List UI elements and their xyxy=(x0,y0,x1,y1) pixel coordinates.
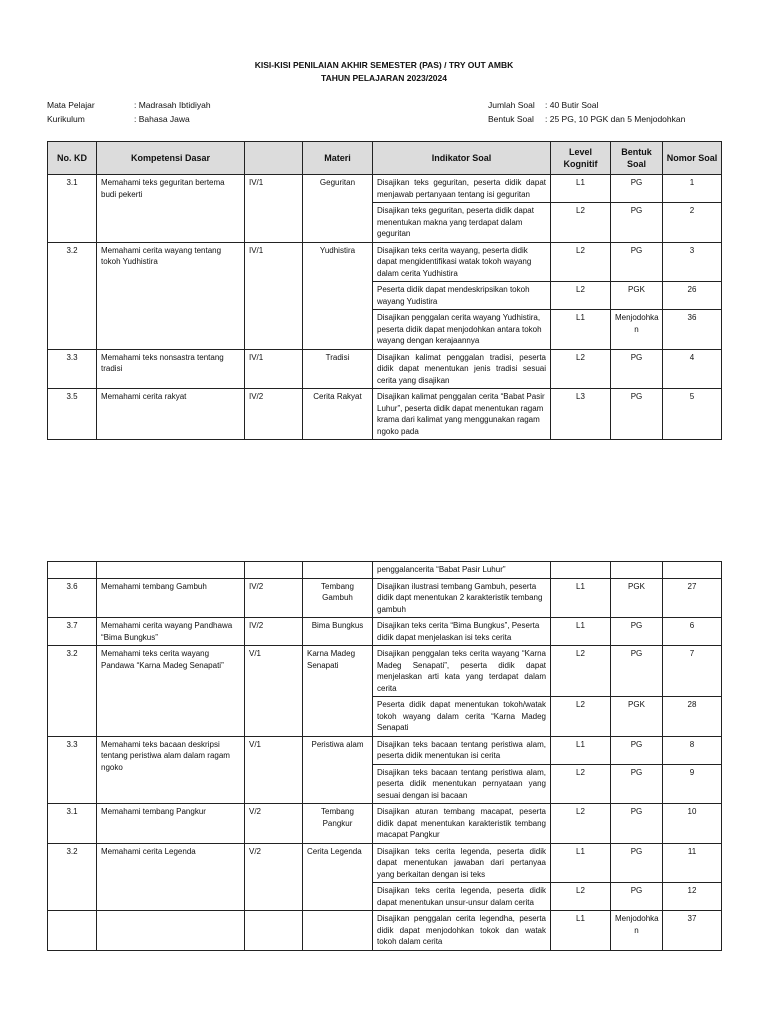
materi-cell: Peristiwa alam xyxy=(303,736,373,804)
kompetensi-cell: Memahami cerita wayang Pandhawa “Bima Bungkus” xyxy=(97,618,245,646)
table-row xyxy=(48,175,722,203)
nomor-cell: 7 xyxy=(663,646,722,697)
table-row xyxy=(48,618,722,646)
kd-cell: 3.3 xyxy=(48,736,97,804)
level-cell: L2 xyxy=(551,804,611,844)
indikator-cell: Disajikan penggalan teks cerita wayang “Karna Madeg Senapati”, peserta didik dapat menjelaskan arti kata yang terdapat dalam cerita xyxy=(373,646,551,697)
level-cell: L1 xyxy=(551,911,611,951)
kelas-cell: V/1 xyxy=(245,736,303,804)
kd-cell xyxy=(48,911,97,951)
table-row xyxy=(48,389,722,440)
table-row xyxy=(48,843,722,883)
nomor-cell: 28 xyxy=(663,697,722,737)
kd-cell: 3.1 xyxy=(48,804,97,844)
kompetensi-cell xyxy=(97,562,245,579)
bentuk-cell: PG xyxy=(611,764,663,804)
table-row xyxy=(48,242,722,282)
header-kompetensi-dasar: Kompetensi Dasar xyxy=(97,142,245,175)
indikator-cell: Disajikan penggalan cerita wayang Yudhistira, peserta didik dapat menjodohkan antara tokoh wayang dengan kerajaannya xyxy=(373,310,551,350)
kelas-cell: IV/2 xyxy=(245,578,303,618)
bentuk-cell: PG xyxy=(611,804,663,844)
indikator-cell: Disajikan teks bacaan tentang peristiwa alam, peserta didik menentukan pernyataan yang sesuai dengan isi bacaan xyxy=(373,764,551,804)
nomor-cell: 3 xyxy=(663,242,722,282)
level-cell: L3 xyxy=(551,389,611,440)
kd-cell: 3.6 xyxy=(48,578,97,618)
kelas-cell: IV/2 xyxy=(245,618,303,646)
materi-cell: Karna Madeg Senapati xyxy=(303,646,373,737)
kd-cell: 3.7 xyxy=(48,618,97,646)
indikator-cell: Disajikan teks geguritan, peserta didik dapat menjawab pertanyaan tentang isi geguritan xyxy=(373,175,551,203)
table-row xyxy=(48,578,722,618)
indikator-cell: Disajikan kalimat penggalan tradisi, peserta didik dapat menentukan jenis tradisi sesuai cerita yang disajikan xyxy=(373,349,551,389)
level-cell: L2 xyxy=(551,764,611,804)
table-row xyxy=(48,736,722,764)
bentuk-cell xyxy=(611,562,663,579)
kd-cell: 3.1 xyxy=(48,175,97,243)
kd-cell: 3.5 xyxy=(48,389,97,440)
nomor-cell: 5 xyxy=(663,389,722,440)
kompetensi-cell: Memahami cerita rakyat xyxy=(97,389,245,440)
nomor-cell: 2 xyxy=(663,203,722,243)
kd-cell: 3.3 xyxy=(48,349,97,389)
jumlah-soal-label: Jumlah Soal xyxy=(488,100,535,110)
header-no-kd: No. KD xyxy=(48,142,97,175)
indikator-cell: Disajikan teks geguritan, peserta didik dapat menentukan makna yang terdapat dalam geguritan xyxy=(373,203,551,243)
kd-cell: 3.2 xyxy=(48,242,97,349)
level-cell: L2 xyxy=(551,242,611,282)
kurikulum-value: : Bahasa Jawa xyxy=(134,114,190,124)
materi-cell: Cerita Legenda xyxy=(303,843,373,911)
materi-cell: Tembang Gambuh xyxy=(303,578,373,618)
indikator-cell: Disajikan teks cerita wayang, peserta didik dapat mengidentifikasi watak tokoh wayang dalam cerita Yudhistira xyxy=(373,242,551,282)
bentuk-cell: PG xyxy=(611,175,663,203)
nomor-cell: 26 xyxy=(663,282,722,310)
bentuk-cell: PGK xyxy=(611,282,663,310)
level-cell: L2 xyxy=(551,697,611,737)
kisi-kisi-table-page1 xyxy=(47,141,722,440)
kelas-cell: IV/2 xyxy=(245,389,303,440)
indikator-cell: Disajikan teks cerita “Bima Bungkus”, Peserta didik dapat menjelaskan isi teks cerita xyxy=(373,618,551,646)
materi-cell: Bima Bungkus xyxy=(303,618,373,646)
document-subtitle: TAHUN PELAJARAN 2023/2024 xyxy=(321,73,447,83)
kelas-cell xyxy=(245,911,303,951)
bentuk-cell: PGK xyxy=(611,578,663,618)
kelas-cell xyxy=(245,562,303,579)
kompetensi-cell xyxy=(97,911,245,951)
header-blank xyxy=(245,142,303,175)
indikator-cell: Disajikan kalimat penggalan cerita “Babat Pasir Luhur”, peserta didik dapat menentukan ragam krama dari kalimat yang menggunakan ragam ngoko pada xyxy=(373,389,551,440)
kompetensi-cell: Memahami tembang Pangkur xyxy=(97,804,245,844)
level-cell: L2 xyxy=(551,282,611,310)
level-cell: L1 xyxy=(551,736,611,764)
level-cell: L1 xyxy=(551,618,611,646)
level-cell: L1 xyxy=(551,843,611,883)
level-cell: L1 xyxy=(551,310,611,350)
indikator-cell: Disajikan teks bacaan tentang peristiwa alam, peserta didik menentukan isi cerita xyxy=(373,736,551,764)
header-bentuk-soal: Bentuk Soal xyxy=(611,142,663,175)
bentuk-cell: PG xyxy=(611,618,663,646)
level-cell xyxy=(551,562,611,579)
bentuk-cell: Menjodohka n xyxy=(611,911,663,951)
indikator-cell: Disajikan ilustrasi tembang Gambuh, peserta didik dapt menentukan 2 karakteristik tembang gambuh xyxy=(373,578,551,618)
materi-cell xyxy=(303,562,373,579)
nomor-cell xyxy=(663,562,722,579)
kompetensi-cell: Memahami teks geguritan bertema budi pekerti xyxy=(97,175,245,243)
kelas-cell: IV/1 xyxy=(245,349,303,389)
kelas-cell: IV/1 xyxy=(245,242,303,349)
level-cell: L1 xyxy=(551,578,611,618)
document-title: KISI-KISI PENILAIAN AKHIR SEMESTER (PAS) / TRY OUT AMBK xyxy=(254,60,514,70)
materi-cell xyxy=(303,911,373,951)
nomor-cell: 6 xyxy=(663,618,722,646)
mata-pelajar-label: Mata Pelajar xyxy=(47,100,95,110)
kurikulum-label: Kurikulum xyxy=(47,114,85,124)
table-row xyxy=(48,349,722,389)
kelas-cell: V/2 xyxy=(245,804,303,844)
bentuk-cell: PGK xyxy=(611,697,663,737)
bentuk-cell: PG xyxy=(611,883,663,911)
bentuk-cell: PG xyxy=(611,203,663,243)
kelas-cell: IV/1 xyxy=(245,175,303,243)
nomor-cell: 36 xyxy=(663,310,722,350)
bentuk-soal-label: Bentuk Soal xyxy=(488,114,534,124)
bentuk-cell: PG xyxy=(611,736,663,764)
level-cell: L2 xyxy=(551,646,611,697)
indikator-cell: Disajikan teks cerita legenda, peserta didik dapat menentukan jawaban dari pertanyaa yang berkaitan dengan isi teks xyxy=(373,843,551,883)
kompetensi-cell: Memahami cerita wayang tentang tokoh Yudhistira xyxy=(97,242,245,349)
materi-cell: Tradisi xyxy=(303,349,373,389)
indikator-cell: penggalancerita “Babat Pasir Luhur” xyxy=(373,562,551,579)
kompetensi-cell: Memahami teks nonsastra tentang tradisi xyxy=(97,349,245,389)
kelas-cell: V/1 xyxy=(245,646,303,737)
level-cell: L2 xyxy=(551,349,611,389)
header-nomor-soal: Nomor Soal xyxy=(663,142,722,175)
bentuk-cell: PG xyxy=(611,646,663,697)
table-row xyxy=(48,804,722,844)
nomor-cell: 10 xyxy=(663,804,722,844)
table-row xyxy=(48,562,722,579)
bentuk-cell: PG xyxy=(611,843,663,883)
header-materi: Materi xyxy=(303,142,373,175)
level-cell: L2 xyxy=(551,203,611,243)
materi-cell: Geguritan xyxy=(303,175,373,243)
materi-cell: Cerita Rakyat xyxy=(303,389,373,440)
indikator-cell: Peserta didik dapat mendeskripsikan tokoh wayang Yudistira xyxy=(373,282,551,310)
nomor-cell: 37 xyxy=(663,911,722,951)
kompetensi-cell: Memahami cerita Legenda xyxy=(97,843,245,911)
kd-cell xyxy=(48,562,97,579)
bentuk-cell: Menjodohka n xyxy=(611,310,663,350)
table-row xyxy=(48,646,722,697)
table-row xyxy=(48,911,722,951)
kd-cell: 3.2 xyxy=(48,843,97,911)
indikator-cell: Disajikan penggalan cerita legendha, peserta didik dapat menjodohkan tokok dan watak tokoh dalam cerita xyxy=(373,911,551,951)
bentuk-cell: PG xyxy=(611,389,663,440)
jumlah-soal-value: : 40 Butir Soal xyxy=(545,100,599,110)
indikator-cell: Disajikan aturan tembang macapat, peserta didik dapat menentukan karakteristik tembang macapat Pangkur xyxy=(373,804,551,844)
bentuk-cell: PG xyxy=(611,349,663,389)
indikator-cell: Peserta didik dapat menentukan tokoh/watak tokoh wayang dalam cerita “Karna Madeg Senapati xyxy=(373,697,551,737)
kompetensi-cell: Memahami teks bacaan deskripsi tentang peristiwa alam dalam ragam ngoko xyxy=(97,736,245,804)
indikator-cell: Disajikan teks cerita legenda, peserta didik dapat menentukan unsur-unsur dalam cerita xyxy=(373,883,551,911)
nomor-cell: 4 xyxy=(663,349,722,389)
bentuk-soal-value: : 25 PG, 10 PGK dan 5 Menjodohkan xyxy=(545,114,686,124)
level-cell: L2 xyxy=(551,883,611,911)
header-indikator-soal: Indikator Soal xyxy=(373,142,551,175)
nomor-cell: 8 xyxy=(663,736,722,764)
kelas-cell: V/2 xyxy=(245,843,303,911)
header-level-kognitif: Level Kognitif xyxy=(551,142,611,175)
kisi-kisi-table-page2 xyxy=(47,561,722,951)
materi-cell: Tembang Pangkur xyxy=(303,804,373,844)
nomor-cell: 1 xyxy=(663,175,722,203)
nomor-cell: 11 xyxy=(663,843,722,883)
nomor-cell: 9 xyxy=(663,764,722,804)
level-cell: L1 xyxy=(551,175,611,203)
mata-pelajar-value: : Madrasah Ibtidiyah xyxy=(134,100,211,110)
kd-cell: 3.2 xyxy=(48,646,97,737)
kompetensi-cell: Memahami teks cerita wayang Pandawa “Karna Madeg Senapati” xyxy=(97,646,245,737)
materi-cell: Yudhistira xyxy=(303,242,373,349)
bentuk-cell: PG xyxy=(611,242,663,282)
nomor-cell: 27 xyxy=(663,578,722,618)
nomor-cell: 12 xyxy=(663,883,722,911)
kompetensi-cell: Memahami tembang Gambuh xyxy=(97,578,245,618)
